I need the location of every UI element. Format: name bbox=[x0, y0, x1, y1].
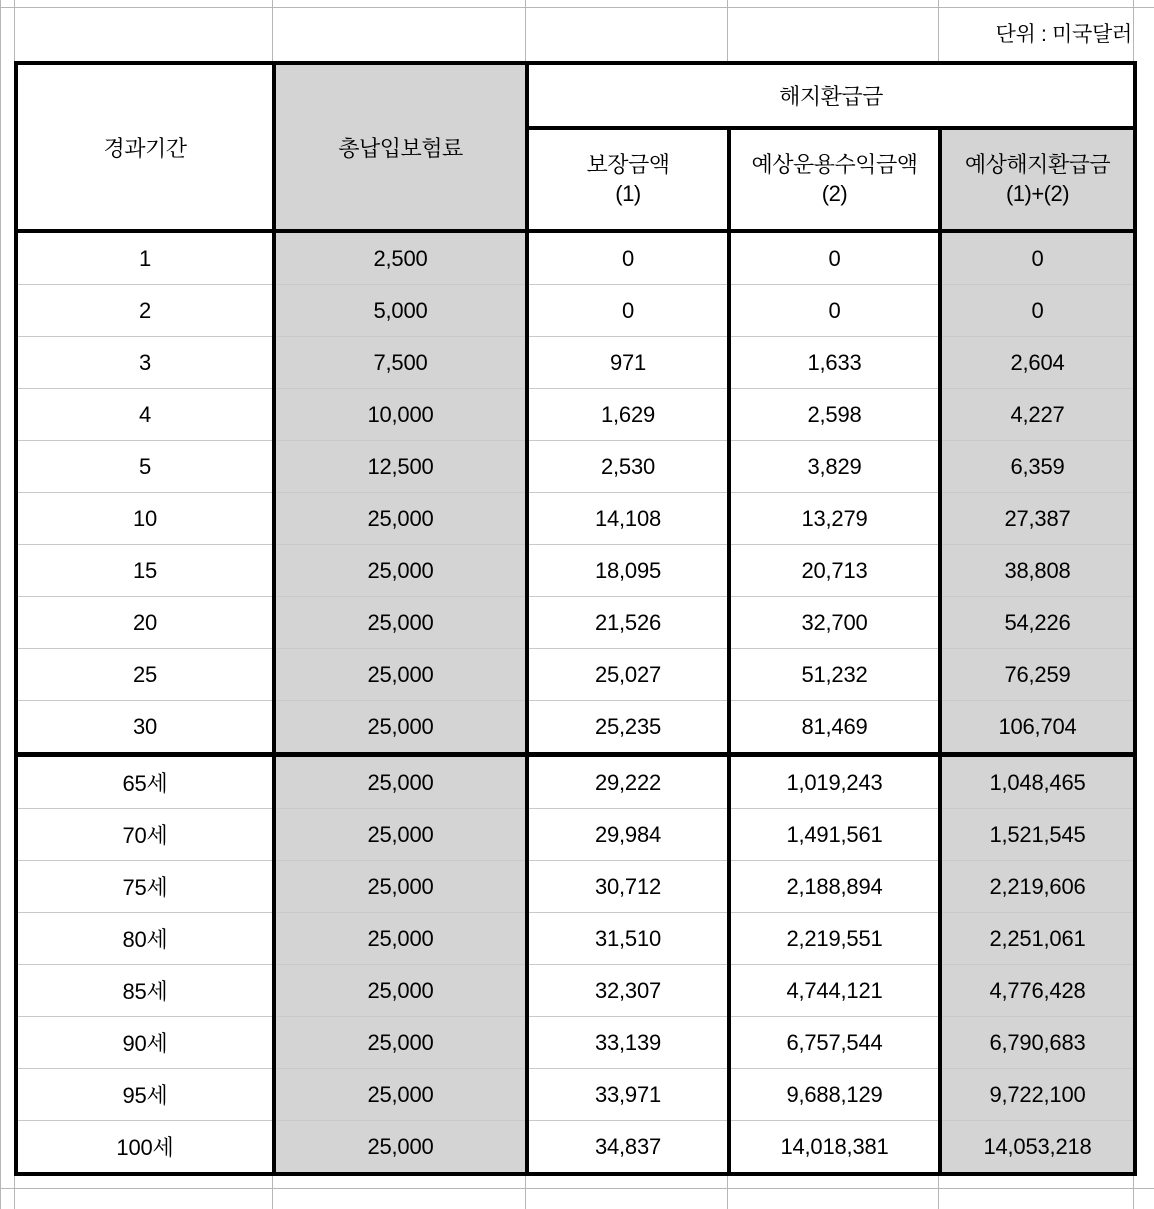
cell-guaranteed-amount: 30,712 bbox=[527, 861, 729, 913]
cell-expected-surrender: 2,604 bbox=[940, 337, 1135, 389]
table-body bbox=[16, 231, 1135, 1174]
cell-period: 90세 bbox=[16, 1017, 274, 1069]
cell-period: 70세 bbox=[16, 809, 274, 861]
cell-expected-return: 20,713 bbox=[729, 545, 940, 597]
header-period: 경과기간 bbox=[16, 63, 274, 231]
cell-expected-surrender: 76,259 bbox=[940, 649, 1135, 701]
cell-period: 75세 bbox=[16, 861, 274, 913]
table-row bbox=[16, 1069, 1135, 1121]
grid-hline bbox=[0, 1188, 1154, 1189]
cell-expected-return: 13,279 bbox=[729, 493, 940, 545]
cell-expected-return: 4,744,121 bbox=[729, 965, 940, 1017]
cell-guaranteed-amount: 971 bbox=[527, 337, 729, 389]
cell-expected-return: 0 bbox=[729, 231, 940, 285]
cell-guaranteed-amount: 32,307 bbox=[527, 965, 729, 1017]
cell-expected-surrender: 2,251,061 bbox=[940, 913, 1135, 965]
cell-guaranteed-amount: 25,235 bbox=[527, 701, 729, 755]
cell-expected-surrender: 4,227 bbox=[940, 389, 1135, 441]
cell-period: 65세 bbox=[16, 755, 274, 809]
cell-expected-return: 2,219,551 bbox=[729, 913, 940, 965]
cell-expected-surrender: 14,053,218 bbox=[940, 1121, 1135, 1175]
table-row bbox=[16, 965, 1135, 1017]
cell-period: 80세 bbox=[16, 913, 274, 965]
cell-expected-return: 14,018,381 bbox=[729, 1121, 940, 1175]
cell-expected-surrender: 0 bbox=[940, 231, 1135, 285]
cell-period: 10 bbox=[16, 493, 274, 545]
cell-expected-return: 51,232 bbox=[729, 649, 940, 701]
cell-expected-return: 9,688,129 bbox=[729, 1069, 940, 1121]
cell-period: 30 bbox=[16, 701, 274, 755]
header-surrender-group: 해지환급금 bbox=[527, 63, 1135, 128]
cell-period: 3 bbox=[16, 337, 274, 389]
cell-period: 100세 bbox=[16, 1121, 274, 1175]
cell-expected-surrender: 1,521,545 bbox=[940, 809, 1135, 861]
cell-guaranteed-amount: 29,984 bbox=[527, 809, 729, 861]
cell-guaranteed-amount: 18,095 bbox=[527, 545, 729, 597]
cell-expected-surrender: 9,722,100 bbox=[940, 1069, 1135, 1121]
cell-expected-surrender: 4,776,428 bbox=[940, 965, 1135, 1017]
cell-total-premium: 25,000 bbox=[274, 493, 527, 545]
surrender-value-table-container bbox=[14, 61, 1133, 1176]
cell-total-premium: 25,000 bbox=[274, 913, 527, 965]
cell-total-premium: 25,000 bbox=[274, 545, 527, 597]
header-expected-return-ref: (2) bbox=[821, 180, 848, 206]
cell-period: 5 bbox=[16, 441, 274, 493]
cell-total-premium: 25,000 bbox=[274, 861, 527, 913]
header-total-premium: 총납입보험료 bbox=[274, 63, 527, 231]
cell-guaranteed-amount: 1,629 bbox=[527, 389, 729, 441]
cell-total-premium: 25,000 bbox=[274, 1121, 527, 1175]
cell-expected-return: 1,633 bbox=[729, 337, 940, 389]
cell-period: 25 bbox=[16, 649, 274, 701]
cell-period: 20 bbox=[16, 597, 274, 649]
cell-total-premium: 25,000 bbox=[274, 755, 527, 809]
cell-total-premium: 25,000 bbox=[274, 701, 527, 755]
cell-total-premium: 25,000 bbox=[274, 1069, 527, 1121]
header-expected-return bbox=[729, 128, 940, 231]
cell-period: 95세 bbox=[16, 1069, 274, 1121]
cell-expected-return: 3,829 bbox=[729, 441, 940, 493]
cell-expected-surrender: 38,808 bbox=[940, 545, 1135, 597]
surrender-value-table bbox=[14, 61, 1137, 1176]
grid-hline bbox=[0, 7, 1154, 8]
table-row bbox=[16, 701, 1135, 755]
cell-total-premium: 10,000 bbox=[274, 389, 527, 441]
unit-caption: 단위 : 미국달러 bbox=[995, 23, 1132, 46]
cell-period: 4 bbox=[16, 389, 274, 441]
cell-total-premium: 12,500 bbox=[274, 441, 527, 493]
cell-expected-surrender: 54,226 bbox=[940, 597, 1135, 649]
cell-expected-return: 1,019,243 bbox=[729, 755, 940, 809]
cell-total-premium: 7,500 bbox=[274, 337, 527, 389]
header-guaranteed-amount-label: 보장금액 bbox=[586, 152, 670, 178]
cell-expected-return: 0 bbox=[729, 285, 940, 337]
cell-total-premium: 25,000 bbox=[274, 649, 527, 701]
table-row bbox=[16, 1121, 1135, 1175]
cell-guaranteed-amount: 0 bbox=[527, 285, 729, 337]
cell-guaranteed-amount: 31,510 bbox=[527, 913, 729, 965]
cell-guaranteed-amount: 2,530 bbox=[527, 441, 729, 493]
cell-guaranteed-amount: 33,139 bbox=[527, 1017, 729, 1069]
header-row-top bbox=[16, 63, 1135, 128]
cell-expected-return: 6,757,544 bbox=[729, 1017, 940, 1069]
cell-period: 1 bbox=[16, 231, 274, 285]
table-row bbox=[16, 861, 1135, 913]
cell-guaranteed-amount: 29,222 bbox=[527, 755, 729, 809]
cell-total-premium: 25,000 bbox=[274, 809, 527, 861]
cell-expected-surrender: 0 bbox=[940, 285, 1135, 337]
cell-expected-surrender: 27,387 bbox=[940, 493, 1135, 545]
cell-total-premium: 25,000 bbox=[274, 1017, 527, 1069]
cell-expected-surrender: 6,359 bbox=[940, 441, 1135, 493]
table-row bbox=[16, 389, 1135, 441]
cell-expected-return: 2,598 bbox=[729, 389, 940, 441]
cell-expected-surrender: 6,790,683 bbox=[940, 1017, 1135, 1069]
cell-guaranteed-amount: 33,971 bbox=[527, 1069, 729, 1121]
cell-expected-return: 32,700 bbox=[729, 597, 940, 649]
header-expected-surrender-ref: (1)+(2) bbox=[1005, 180, 1070, 206]
cell-guaranteed-amount: 0 bbox=[527, 231, 729, 285]
table-header bbox=[16, 63, 1135, 231]
cell-period: 85세 bbox=[16, 965, 274, 1017]
table-row bbox=[16, 545, 1135, 597]
cell-period: 15 bbox=[16, 545, 274, 597]
cell-total-premium: 2,500 bbox=[274, 231, 527, 285]
table-row bbox=[16, 231, 1135, 285]
cell-period: 2 bbox=[16, 285, 274, 337]
table-row bbox=[16, 441, 1135, 493]
header-expected-return-label: 예상운용수익금액 bbox=[751, 152, 918, 178]
cell-guaranteed-amount: 25,027 bbox=[527, 649, 729, 701]
header-guaranteed-amount bbox=[527, 128, 729, 231]
table-row bbox=[16, 493, 1135, 545]
cell-expected-return: 2,188,894 bbox=[729, 861, 940, 913]
header-expected-surrender-label: 예상해지환급금 bbox=[964, 152, 1111, 178]
cell-guaranteed-amount: 14,108 bbox=[527, 493, 729, 545]
cell-expected-surrender: 106,704 bbox=[940, 701, 1135, 755]
header-guaranteed-amount-ref: (1) bbox=[615, 180, 641, 206]
cell-total-premium: 5,000 bbox=[274, 285, 527, 337]
table-row bbox=[16, 913, 1135, 965]
cell-total-premium: 25,000 bbox=[274, 965, 527, 1017]
cell-guaranteed-amount: 34,837 bbox=[527, 1121, 729, 1175]
grid-vline bbox=[0, 0, 1, 1209]
cell-total-premium: 25,000 bbox=[274, 597, 527, 649]
table-row bbox=[16, 809, 1135, 861]
table-row bbox=[16, 649, 1135, 701]
table-row bbox=[16, 755, 1135, 809]
cell-expected-surrender: 2,219,606 bbox=[940, 861, 1135, 913]
table-row bbox=[16, 597, 1135, 649]
table-row bbox=[16, 1017, 1135, 1069]
cell-expected-return: 81,469 bbox=[729, 701, 940, 755]
table-row bbox=[16, 285, 1135, 337]
header-expected-surrender bbox=[940, 128, 1135, 231]
cell-expected-return: 1,491,561 bbox=[729, 809, 940, 861]
cell-guaranteed-amount: 21,526 bbox=[527, 597, 729, 649]
cell-expected-surrender: 1,048,465 bbox=[940, 755, 1135, 809]
table-row bbox=[16, 337, 1135, 389]
